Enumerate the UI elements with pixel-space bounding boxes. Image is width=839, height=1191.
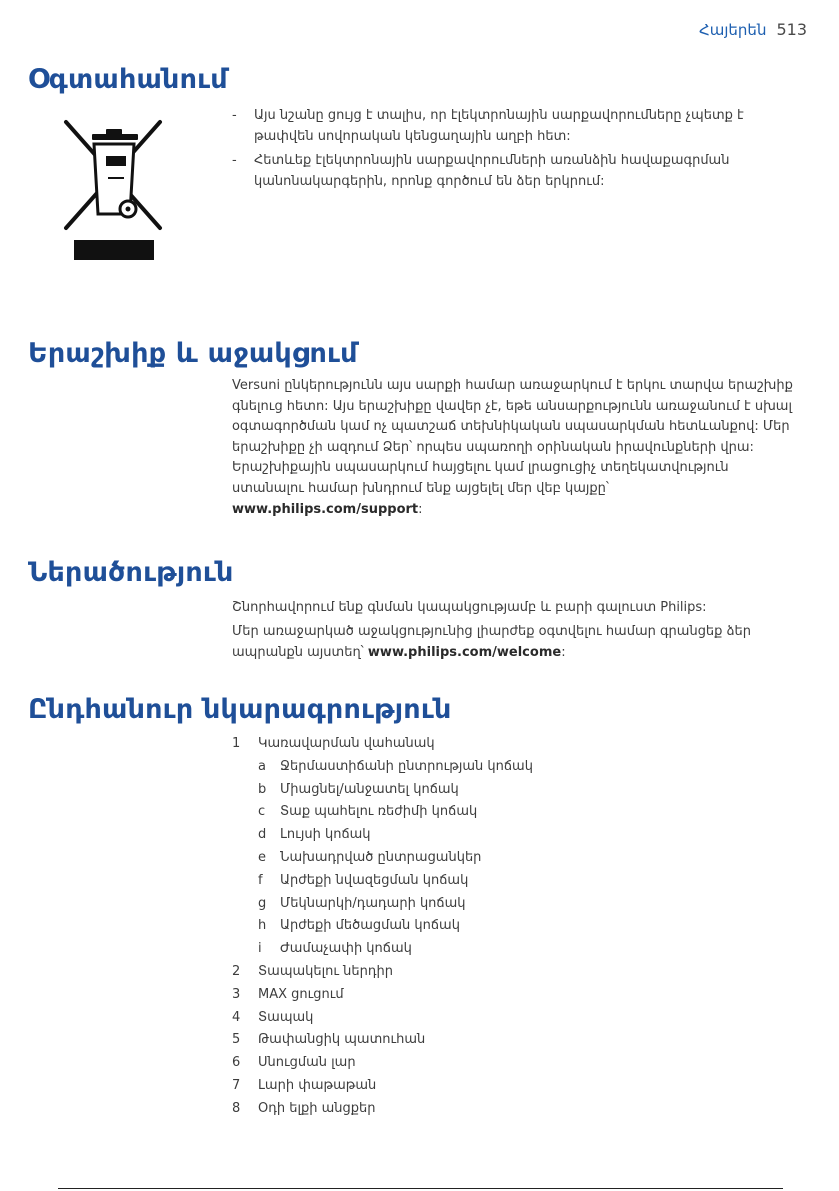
item-number: 3: [232, 986, 241, 1002]
item-label: Թափանցիկ պատուհան: [258, 1032, 426, 1048]
item-label: Նախադրված ընտրացանկեր: [280, 849, 482, 865]
item-number: 7: [232, 1077, 241, 1093]
item-number: 8: [232, 1100, 241, 1116]
list-item: [232, 1098, 533, 1121]
item-label: Լույսի կոճակ: [280, 827, 371, 843]
warranty-text: Versuni ընկերությունն այս սարքի համար առաջարկում է երկու տարվա երաշխիք գնելուց հետո: Այս երաշխիքը վավեր չէ, եթե անսարքությունն առաջանում է սխալ օգտագործման կամ ոչ պատշաճ տեխնիկական սպասարկման հետևանքով: Մեր երաշխիքը չի ազդում Ձեր՝ որպես սպառողի օրինական իրավունքների վրա: Երաշխիքային սպասարկում հայցելու կամ լրացուցիչ տեղեկատվություն ստանալու համար խնդրում ենք այցելել մեր վեբ կայքը՝ www.philips.com/support:: [232, 378, 793, 517]
item-number: c: [258, 804, 266, 820]
item-label: Արժեքի նվազեցման կոճակ: [280, 872, 469, 888]
item-label: Ջերմաստիճանի ընտրության կոճակ: [280, 758, 533, 774]
usage-bullets: [232, 106, 802, 196]
list-item: - Հետևեք էլեկտրոնային սարքավորումների առանձին հավաքագրման կանոնակարգերին, որոնք գործում են ձեր երկրում:: [232, 153, 730, 189]
item-label: Մեկնարկի/դադարի կոճակ: [280, 895, 466, 911]
item-number: 4: [232, 1009, 241, 1025]
item-number: h: [258, 918, 267, 934]
item-number: i: [258, 941, 262, 957]
item-label: Լարի փաթաթան: [258, 1077, 377, 1093]
language-label: Հայերեն: [699, 21, 767, 39]
item-number: 2: [232, 963, 241, 979]
list-item: [232, 733, 533, 756]
item-label: Տապակ: [258, 1009, 314, 1025]
weee-bin-icon: [62, 116, 172, 262]
list-item: [232, 756, 533, 779]
page-header: [699, 20, 807, 39]
item-label: MAX ցուցում: [258, 986, 344, 1002]
intro-line-1: Շնորհավորում ենք գնման կապակցությամբ և բարի գալուստ Philips:: [232, 600, 707, 615]
section-title-intro: Ներածություն: [28, 557, 234, 588]
item-label: Ժամաչափի կոճակ: [280, 941, 412, 957]
item-number: 5: [232, 1032, 241, 1048]
item-number: 1: [232, 736, 241, 751]
footer-divider: [58, 1188, 783, 1189]
item-label: Սնուցման լար: [258, 1055, 356, 1071]
list-item: [232, 1029, 533, 1052]
item-label: Տաք պահելու ռեժիմի կոճակ: [280, 804, 478, 820]
list-item: [232, 870, 533, 893]
list-item: [232, 847, 533, 870]
item-number: b: [258, 781, 267, 797]
item-number: d: [258, 827, 267, 843]
list-item: - Այս նշանը ցույց է տալիս, որ էլեկտրոնային սարքավորումները չպետք է թափվեն սովորական կենցաղային աղբի հետ:: [232, 108, 744, 144]
section-title-usage: Օգտահանում: [28, 64, 228, 95]
list-item: [232, 801, 533, 824]
page-number: 513: [776, 20, 807, 39]
item-label: Տապակելու ներդիր: [258, 963, 394, 979]
list-item: [232, 938, 533, 961]
item-number: g: [258, 895, 267, 911]
list-item: [232, 984, 533, 1007]
item-label: Օդի ելքի անցքեր: [258, 1100, 376, 1116]
list-item: [232, 1075, 533, 1098]
intro-line-2: Մեր առաջարկած աջակցությունից լիարժեք օգտվելու համար գրանցեք ձեր ապրանքն այստեղ՝ www.philips.com/welcome:: [232, 624, 751, 660]
item-label: Կառավարման վահանակ: [258, 736, 435, 751]
list-item: [232, 779, 533, 802]
list-item: [232, 893, 533, 916]
list-item: [232, 824, 533, 847]
item-number: a: [258, 758, 266, 774]
welcome-link[interactable]: www.philips.com/welcome: [367, 644, 562, 660]
item-label: Միացնել/անջատել կոճակ: [280, 781, 459, 797]
list-item: [232, 915, 533, 938]
item-number: f: [258, 872, 263, 888]
section-title-overview: Ընդհանուր նկարագրություն: [28, 694, 452, 725]
overview-list: [232, 733, 533, 1121]
support-link[interactable]: www.philips.com/support: [232, 501, 419, 517]
list-item: [232, 961, 533, 984]
list-item: [232, 1052, 533, 1075]
item-number: e: [258, 849, 266, 865]
item-label: Արժեքի մեծացման կոճակ: [280, 918, 460, 934]
section-title-warranty: Երաշխիք և աջակցում: [28, 338, 358, 369]
list-item: [232, 1007, 533, 1030]
item-number: 6: [232, 1055, 241, 1071]
